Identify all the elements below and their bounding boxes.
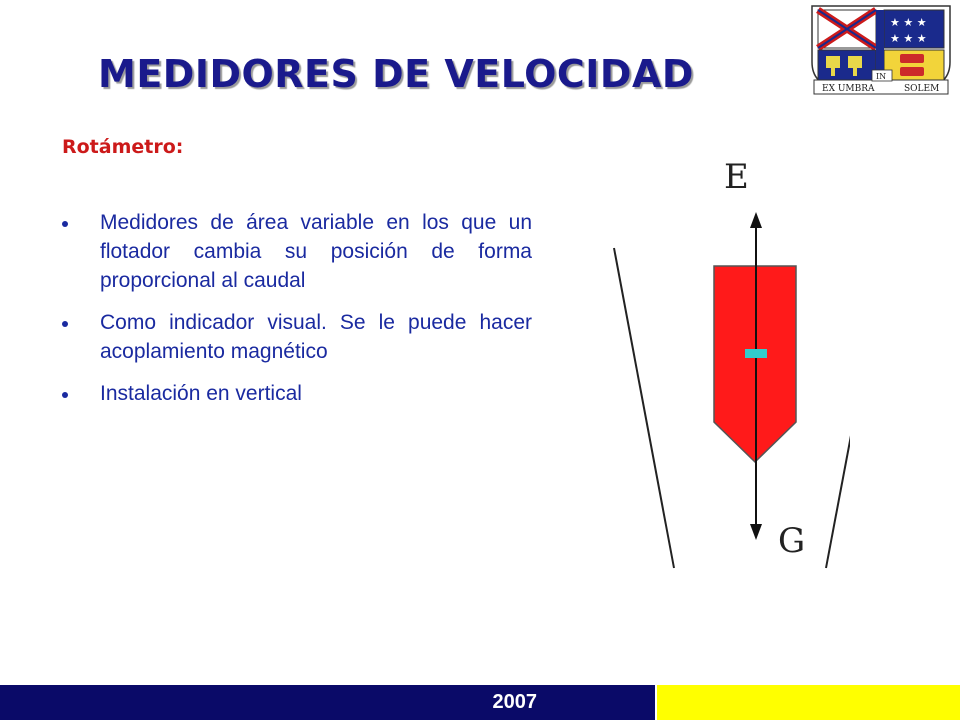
tube-wall-left [614, 248, 674, 568]
crest-motto-right: SOLEM [904, 84, 940, 94]
label-top: E [724, 157, 749, 197]
svg-text:★ ★ ★: ★ ★ ★ [890, 16, 927, 29]
university-crest-icon [808, 4, 954, 100]
arrow-up-icon [750, 212, 762, 228]
bullet-item: Medidores de área variable en los que un flotador cambia su posición de forma proporcional al caudal [62, 208, 532, 295]
crest-motto-left: EX UMBRA [822, 84, 875, 94]
bullet-dot [62, 321, 68, 327]
tube-wall-right [826, 250, 850, 568]
star-icon [884, 10, 944, 48]
label-bottom: G [778, 521, 806, 561]
arrow-down-icon [750, 524, 762, 540]
rotameter-diagram [590, 140, 850, 580]
bullet-dot [62, 221, 68, 227]
section-heading: Rotámetro: [62, 136, 184, 158]
footer-bar [0, 685, 657, 720]
bullet-dot [62, 392, 68, 398]
footer-year: 2007 [492, 691, 537, 713]
bullet-list [62, 208, 532, 421]
saltire-cross-icon [818, 10, 876, 48]
bull-icon [884, 50, 944, 80]
bullet-item: Como indicador visual. Se le puede hacer acoplamiento magnético [62, 308, 532, 366]
footer-accent-bar [657, 685, 960, 720]
crest-motto-center: IN [876, 72, 887, 81]
float-marker [745, 349, 767, 358]
slide-title: MEDIDORES DE VELOCIDAD [98, 52, 694, 96]
svg-text:★ ★ ★: ★ ★ ★ [890, 32, 927, 45]
bullet-item: Instalación en vertical [62, 379, 532, 408]
cup-icon [818, 50, 876, 80]
